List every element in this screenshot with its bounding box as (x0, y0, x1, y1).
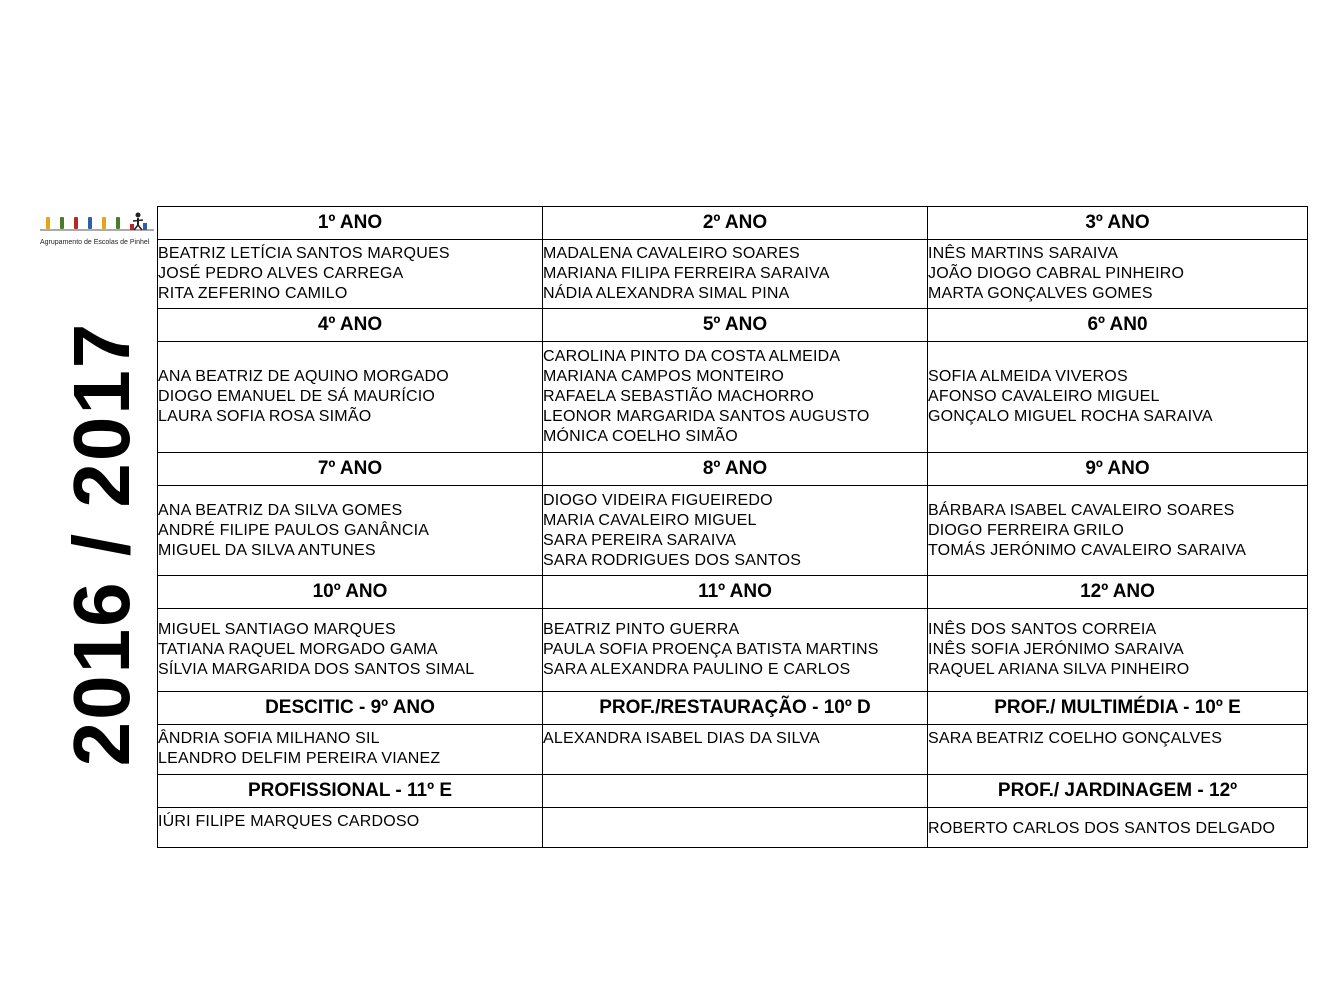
student-name: BEATRIZ PINTO GUERRA (543, 621, 740, 638)
student-name: JOSÉ PEDRO ALVES CARREGA (158, 265, 404, 282)
student-name: ÂNDRIA SOFIA MILHANO SIL (158, 730, 380, 747)
student-names-cell (543, 240, 928, 309)
student-name: SARA RODRIGUES DOS SANTOS (543, 551, 802, 569)
header-row (158, 309, 1308, 342)
class-header: 3º ANO (928, 207, 1308, 240)
student-names-cell (158, 486, 543, 576)
student-name: MARIA CAVALEIRO MIGUEL (543, 511, 757, 529)
logo-caption: Agrupamento de Escolas de Pinhel (40, 239, 150, 246)
class-header: 1º ANO (158, 207, 543, 240)
student-name: MADALENA CAVALEIRO SOARES (543, 245, 800, 262)
student-name: SÍLVIA MARGARIDA DOS SANTOS SIMAL (158, 661, 475, 678)
names-row (158, 725, 1308, 775)
class-header: PROF./ JARDINAGEM - 12º (928, 775, 1308, 808)
student-names-cell (158, 240, 543, 309)
student-name: GONÇALO MIGUEL ROCHA SARAIVA (928, 408, 1213, 425)
student-name: ROBERTO CARLOS DOS SANTOS DELGADO (928, 820, 1276, 837)
class-header: 5º ANO (543, 309, 928, 342)
student-names-cell (158, 808, 543, 848)
logo-mark-icon (40, 210, 158, 238)
student-name: PAULA SOFIA PROENÇA BATISTA MARTINS (543, 641, 879, 658)
class-header: DESCITIC - 9º ANO (158, 692, 543, 725)
student-name: DIOGO EMANUEL DE SÁ MAURÍCIO (158, 388, 436, 405)
header-row (158, 775, 1308, 808)
class-header: 9º ANO (928, 453, 1308, 486)
student-name: MIGUEL DA SILVA ANTUNES (158, 541, 376, 559)
class-header: 8º ANO (543, 453, 928, 486)
class-header: PROF./ MULTIMÉDIA - 10º E (928, 692, 1308, 725)
student-names-cell (543, 486, 928, 576)
student-name: MARIANA CAMPOS MONTEIRO (543, 368, 785, 385)
class-header: 2º ANO (543, 207, 928, 240)
student-name: MARTA GONÇALVES GOMES (928, 285, 1153, 302)
student-name: INÊS DOS SANTOS CORREIA (928, 621, 1157, 638)
student-name: MÓNICA COELHO SIMÃO (543, 428, 738, 445)
names-row (158, 342, 1308, 453)
class-header: 7º ANO (158, 453, 543, 486)
student-names-cell (928, 609, 1308, 692)
names-row (158, 808, 1308, 848)
student-names-cell (543, 808, 928, 848)
student-names-cell (543, 725, 928, 775)
student-name: ALEXANDRA ISABEL DIAS DA SILVA (543, 730, 820, 747)
student-name: LEONOR MARGARIDA SANTOS AUGUSTO (543, 408, 870, 425)
student-name: DIOGO FERREIRA GRILO (928, 521, 1125, 539)
student-names-cell (543, 609, 928, 692)
header-row (158, 207, 1308, 240)
header-row (158, 453, 1308, 486)
student-name: ANA BEATRIZ DE AQUINO MORGADO (158, 368, 449, 385)
student-name: CAROLINA PINTO DA COSTA ALMEIDA (543, 348, 841, 365)
class-header: 11º ANO (543, 576, 928, 609)
class-header: PROF./RESTAURAÇÃO - 10º D (543, 692, 928, 725)
student-name: BEATRIZ LETÍCIA SANTOS MARQUES (158, 245, 450, 262)
class-representatives-table (157, 206, 1308, 848)
student-name: JOÃO DIOGO CABRAL PINHEIRO (928, 265, 1185, 282)
student-names-cell (928, 725, 1308, 775)
header-row (158, 692, 1308, 725)
student-names-cell (928, 486, 1308, 576)
class-header: 4º ANO (158, 309, 543, 342)
student-names-cell (158, 342, 543, 453)
student-name: ANA BEATRIZ DA SILVA GOMES (158, 501, 403, 519)
student-names-cell (158, 725, 543, 775)
student-name: NÁDIA ALEXANDRA SIMAL PINA (543, 285, 790, 302)
student-name: LEANDRO DELFIM PEREIRA VIANEZ (158, 750, 441, 767)
student-name: TATIANA RAQUEL MORGADO GAMA (158, 641, 438, 658)
student-names-cell (928, 808, 1308, 848)
names-row (158, 609, 1308, 692)
student-name: SARA PEREIRA SARAIVA (543, 531, 737, 549)
student-name: LAURA SOFIA ROSA SIMÃO (158, 408, 372, 425)
student-name: MARIANA FILIPA FERREIRA SARAIVA (543, 265, 830, 282)
class-header (543, 775, 928, 808)
class-header: 6º AN0 (928, 309, 1308, 342)
student-names-cell (158, 609, 543, 692)
student-names-cell (928, 342, 1308, 453)
student-name: BÁRBARA ISABEL CAVALEIRO SOARES (928, 501, 1235, 519)
student-name: ANDRÉ FILIPE PAULOS GANÂNCIA (158, 521, 430, 539)
student-name: RITA ZEFERINO CAMILO (158, 285, 348, 302)
student-name: INÊS SOFIA JERÓNIMO SARAIVA (928, 641, 1184, 658)
header-row (158, 576, 1308, 609)
student-name: AFONSO CAVALEIRO MIGUEL (928, 388, 1160, 405)
school-year-label: 2016 / 2017 (57, 321, 146, 767)
student-names-cell (543, 342, 928, 453)
student-name: IÚRI FILIPE MARQUES CARDOSO (158, 813, 420, 830)
school-logo (40, 210, 158, 254)
student-name: TOMÁS JERÓNIMO CAVALEIRO SARAIVA (928, 541, 1247, 559)
names-row (158, 486, 1308, 576)
student-name: MIGUEL SANTIAGO MARQUES (158, 621, 396, 638)
class-header: 12º ANO (928, 576, 1308, 609)
class-header: PROFISSIONAL - 11º E (158, 775, 543, 808)
student-name: DIOGO VIDEIRA FIGUEIREDO (543, 491, 773, 509)
class-header: 10º ANO (158, 576, 543, 609)
student-name: RAQUEL ARIANA SILVA PINHEIRO (928, 661, 1190, 678)
student-name: SARA ALEXANDRA PAULINO E CARLOS (543, 661, 851, 678)
student-name: RAFAELA SEBASTIÃO MACHORRO (543, 388, 815, 405)
student-name: SARA BEATRIZ COELHO GONÇALVES (928, 730, 1223, 747)
names-row (158, 240, 1308, 309)
student-names-cell (928, 240, 1308, 309)
student-name: SOFIA ALMEIDA VIVEROS (928, 368, 1128, 385)
student-name: INÊS MARTINS SARAIVA (928, 245, 1119, 262)
